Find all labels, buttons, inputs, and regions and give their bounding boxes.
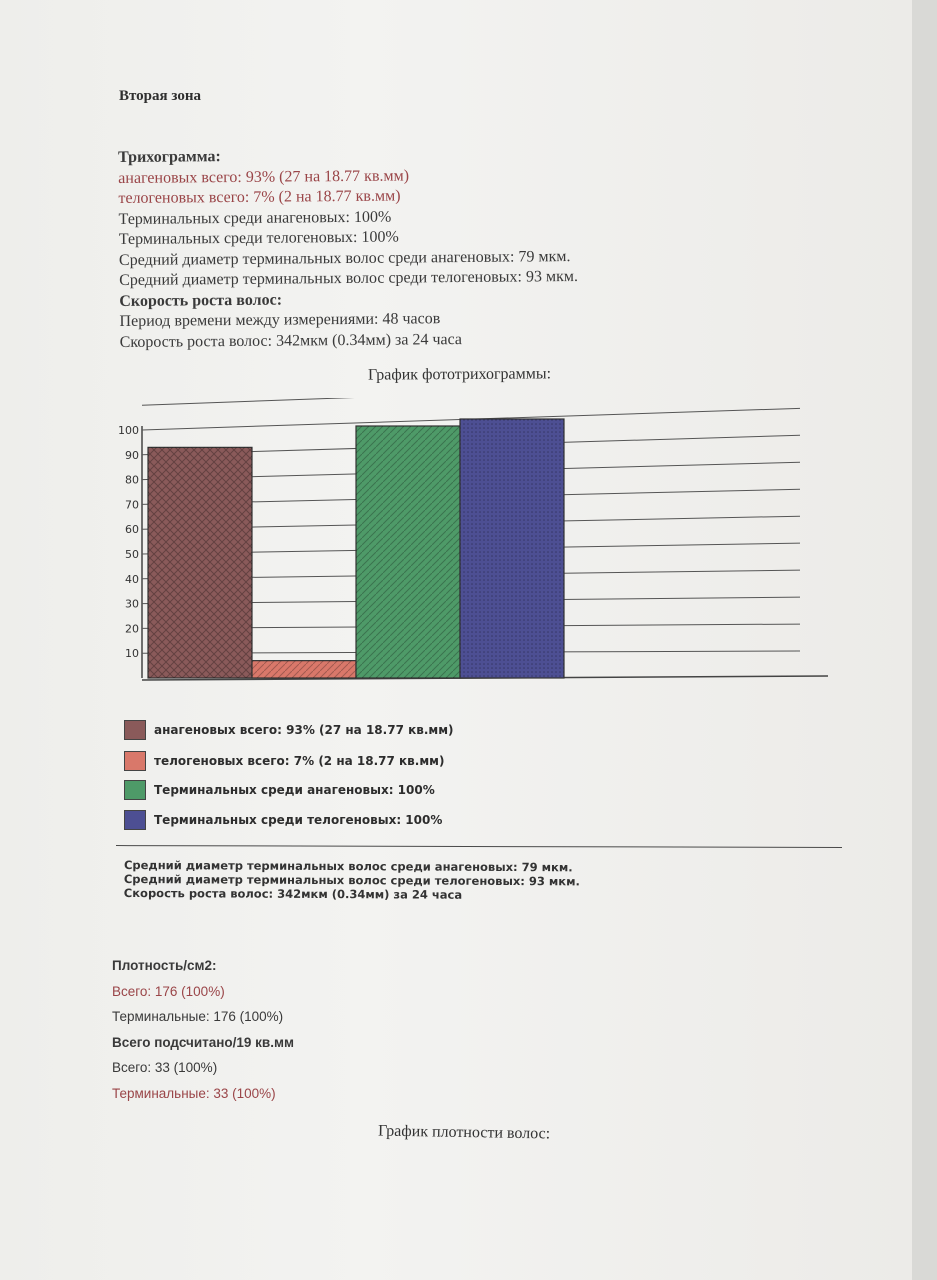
density-heading: Плотность/см2:: [112, 958, 217, 973]
divider: [116, 845, 842, 848]
legend-swatch-terminal-anagen: [124, 780, 146, 800]
bar-2: [252, 661, 356, 678]
y-tick-label: 70: [125, 498, 139, 512]
legend-swatch-telogen: [124, 751, 146, 771]
summary-line: Средний диаметр терминальных волос среди телогеновых: 93 мкм.: [123, 871, 580, 889]
density-chart-title: График плотности волос:: [377, 1122, 551, 1143]
legend-item: [124, 720, 454, 740]
legend-label: Терминальных среди анагеновых: 100%: [154, 783, 435, 797]
trichogram-line: Средний диаметр терминальных волос среди телогеновых: 93 мкм.: [119, 267, 579, 289]
y-tick-label: 20: [125, 622, 139, 636]
phototrichogram-chart: [110, 398, 830, 688]
trichogram-line: телогеновых всего: 7% (2 на 18.77 кв.мм): [118, 187, 401, 207]
chart-svg: [110, 398, 830, 688]
y-tick-label: 90: [125, 448, 139, 462]
trichogram-line: анагеновых всего: 93% (27 на 18.77 кв.мм): [118, 166, 410, 187]
density-counted-heading: Всего подсчитано/19 кв.мм: [112, 1034, 294, 1050]
summary-line: Скорость роста волос: 342мкм (0.34мм) за 24 часа: [123, 885, 463, 902]
bar-4: [460, 419, 564, 678]
bar-1: [148, 447, 252, 678]
trichogram-heading: Трихограмма:: [118, 148, 221, 166]
legend-swatch-anagen: [124, 720, 146, 740]
summary-block: [124, 858, 580, 902]
legend-item: [124, 780, 435, 800]
density-terminal: Терминальные: 176 (100%): [112, 1009, 284, 1024]
trichogram-line: Средний диаметр терминальных волос среди анагеновых: 79 мкм.: [118, 247, 571, 269]
y-tick-label: 50: [125, 548, 139, 561]
y-tick-label: 100: [118, 424, 139, 437]
y-tick-label: 10: [125, 647, 139, 661]
density-section: [112, 953, 294, 1106]
trichogram-section: [118, 144, 579, 353]
legend-label: анагеновых всего: 93% (27 на 18.77 кв.мм): [154, 723, 454, 737]
zone-title: Вторая зона: [119, 88, 201, 104]
bar-3: [356, 426, 460, 678]
y-tick-label: 30: [125, 597, 139, 611]
trichogram-line: Терминальных среди телогеновых: 100%: [118, 228, 399, 248]
chart-title: График фототрихограммы:: [367, 365, 552, 384]
gridline: [142, 398, 800, 405]
growth-heading: Скорость роста волос:: [119, 291, 283, 310]
density-total: Всего: 176 (100%): [112, 983, 225, 999]
trichogram-line: Терминальных среди анагеновых: 100%: [118, 208, 392, 228]
y-tick-label: 60: [125, 523, 139, 537]
growth-line: Скорость роста волос: 342мкм (0.34мм) за 24 часа: [119, 330, 463, 351]
y-tick-label: 80: [125, 473, 139, 487]
legend-label: телогеновых всего: 7% (2 на 18.77 кв.мм): [154, 754, 445, 768]
growth-line: Период времени между измерениями: 48 часов: [119, 310, 441, 330]
y-tick-label: 40: [125, 572, 139, 586]
legend-item: [124, 810, 442, 830]
legend-item: [124, 751, 444, 771]
legend-swatch-terminal-telogen: [124, 810, 146, 830]
summary-line: Средний диаметр терминальных волос среди анагеновых: 79 мкм.: [123, 858, 573, 875]
legend-label: Терминальных среди телогеновых: 100%: [154, 813, 443, 827]
density-counted-total: Всего: 33 (100%): [112, 1060, 218, 1075]
density-counted-terminal: Терминальные: 33 (100%): [112, 1085, 276, 1101]
